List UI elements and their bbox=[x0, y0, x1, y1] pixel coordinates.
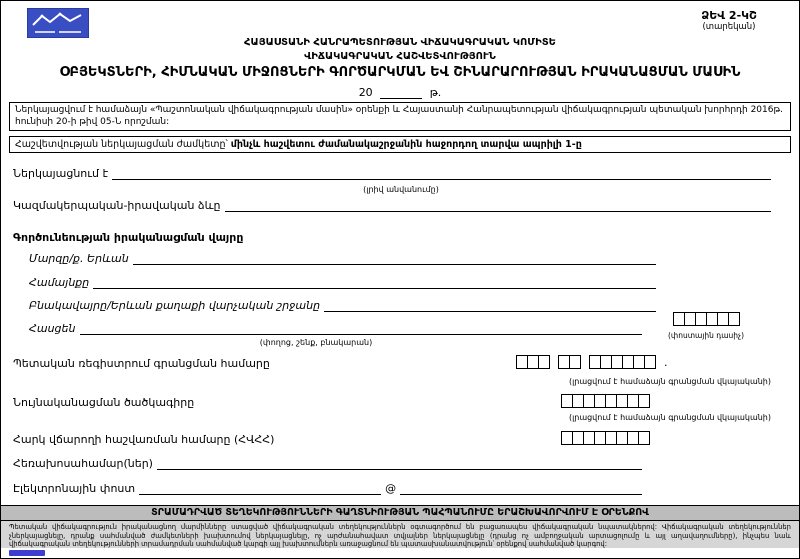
deadline-bold-text: մինչև հաշվետու ժամանակաշրջանին հաջորդող տարվա ապրիլի 1-ը bbox=[230, 139, 582, 150]
presented-by-row bbox=[13, 167, 771, 180]
state-register-label: Պետական ռեգիստրում գրանցման համարը bbox=[13, 357, 270, 370]
marz-label: Մարզը/ք. Երևան bbox=[29, 252, 129, 265]
form-code: ՁԵՎ 2-ԿՇ bbox=[701, 9, 757, 22]
postal-code-hint: (փոստային դասիչ) bbox=[667, 331, 744, 340]
phone-label: Հեռախոսահամար(ներ) bbox=[13, 457, 153, 470]
presented-by-blank[interactable] bbox=[112, 167, 771, 180]
digit-cell-group bbox=[558, 355, 581, 369]
digit-cell[interactable] bbox=[644, 355, 656, 369]
footer-note: Պետական վիճակագրություն իրականացնող մարմինները ստացված վիճակագրական տեղեկություններն օգտագործում են բացառապես վիճակագրական նպատակներով: Վիճակագրական տեղեկություններ չներկայացնելը, դրանք սահմանված ժամկետների խախտումով ներկայացնելը, ոչ արժանահավատ տվյալներ ներկայացնելը (դրանց ոչ ամբողջական արտացոլումը և այլ աղավաղումները), ինչպես նաև վիճակագրական տեղեկությունների տրամադրման սահմանված կարգի այլ խախտումներն առաջացնում են պատասխանատվություն՝ օրենքով սահմանված կարգով: bbox=[1, 521, 799, 548]
marz-blank[interactable] bbox=[133, 252, 656, 265]
phone-row bbox=[13, 457, 642, 470]
state-register-cells bbox=[516, 355, 668, 369]
deadline-prefix: Հաշվետվության ներկայացման ժամկետը՝ bbox=[15, 139, 228, 150]
idcode-hint: (լրացվում է համաձայն գրանցման վկայականի) bbox=[568, 413, 771, 422]
digit-cell[interactable] bbox=[569, 355, 581, 369]
marz-row bbox=[29, 252, 656, 265]
committee-name: ՀԱՅԱՍՏԱՆԻ ՀԱՆՐԱՊԵՏՈՒԹՅԱՆ ՎԻՃԱԿԱԳՐԱԿԱՆ ԿՈՄԻՏԵ bbox=[244, 37, 556, 48]
idcode-label: Նույնականացման ծածկագիրը bbox=[13, 396, 195, 409]
state-register-period: . bbox=[664, 356, 668, 369]
email-local-blank[interactable] bbox=[139, 482, 381, 495]
chart-logo-icon bbox=[27, 8, 89, 38]
digit-cell[interactable] bbox=[638, 394, 650, 408]
year-prefix: 20 bbox=[358, 86, 373, 99]
settlement-row bbox=[29, 299, 656, 312]
community-label: Համայնքը bbox=[29, 276, 90, 289]
email-label: Էլեկտրոնային փոստ bbox=[13, 482, 136, 495]
year-blank[interactable] bbox=[380, 87, 422, 99]
digit-cell[interactable] bbox=[538, 355, 550, 369]
community-row bbox=[29, 276, 656, 289]
confidentiality-band: ՏՐԱՄԱԴՐՎԱԾ ՏԵՂԵԿՈՒԹՅՈՒՆՆԵՐԻ ԳԱՂՏՆԻՈՒԹՅԱՆ ՊԱՀՊԱՆՈՒՄԸ ԵՐԱՇԽԱՎՈՐՎՈՒՄ Է ՕՐԵՆՔՈՎ bbox=[1, 505, 799, 521]
legal-form-blank[interactable] bbox=[225, 199, 772, 212]
report-type: ՎԻՃԱԿԱԳՐԱԿԱՆ ՀԱՇՎԵՏՎՈՒԹՅՈՒՆ bbox=[304, 51, 496, 62]
digit-cell[interactable] bbox=[728, 312, 740, 326]
phone-blank[interactable] bbox=[157, 457, 642, 470]
address-label: Հասցեն bbox=[29, 322, 76, 335]
presented-by-hint: (լրիվ անվանումը) bbox=[363, 185, 439, 194]
legal-form-row bbox=[13, 199, 771, 212]
armstat-logo bbox=[27, 8, 89, 38]
address-row bbox=[29, 322, 642, 335]
address-blank[interactable] bbox=[80, 322, 643, 335]
deadline-notice bbox=[9, 136, 791, 153]
legal-basis-notice bbox=[9, 102, 791, 131]
email-row bbox=[13, 482, 642, 495]
digit-cell-group bbox=[516, 355, 550, 369]
community-blank[interactable] bbox=[93, 276, 656, 289]
year-suffix: թ. bbox=[429, 86, 442, 99]
legal-basis-text: Ներկայացվում է համաձայն «Պաշտոնական վիճակագրության մասին» օրենքի և Հայաստանի Հանրապետության վիճակագրության պետական խորհրդի 2016թ. հունիսի 20-ի թիվ 05-Ն որոշման: bbox=[15, 105, 783, 127]
blue-mark bbox=[9, 550, 45, 556]
digit-cell-group bbox=[589, 355, 656, 369]
email-at-sign: @ bbox=[385, 482, 397, 495]
postal-code-cells bbox=[673, 312, 740, 326]
settlement-label: Բնակավայրը/Երևան քաղաքի վարչական շրջանը bbox=[29, 299, 321, 312]
year-line bbox=[1, 86, 799, 99]
state-register-hint: (լրացվում է համաձայն գրանցման վկայականի) bbox=[568, 377, 771, 386]
presented-by-label: Ներկայացնում է bbox=[13, 167, 109, 180]
email-domain-blank[interactable] bbox=[400, 482, 642, 495]
digit-cell[interactable] bbox=[638, 431, 650, 445]
address-hint: (փողոց, շենք, բնակարան) bbox=[259, 338, 373, 347]
activity-location-header: Գործունեության իրականացման վայրը bbox=[13, 231, 244, 244]
legal-form-label: Կազմակերպական-իրավական ձևը bbox=[13, 199, 221, 212]
tin-cells bbox=[561, 431, 650, 445]
tin-label: Հարկ վճարողի հաշվառման համարը (ՀՎՀՀ) bbox=[13, 433, 275, 446]
form-code-block bbox=[681, 9, 777, 32]
form-periodicity: (տարեկան) bbox=[702, 22, 756, 32]
idcode-cells bbox=[561, 394, 650, 408]
settlement-blank[interactable] bbox=[324, 299, 656, 312]
state-register-groups bbox=[516, 355, 656, 369]
page-title: ՕԲՅԵԿՏՆԵՐԻ, ՀԻՄՆԱԿԱՆ ՄԻՋՈՑՆԵՐԻ ԳՈՐԾԱՐԿՄԱՆ ԵՎ ՇԻՆԱՐԱՐՈՒԹՅԱՆ ԻՐԱԿԱՆԱՑՄԱՆ ՄԱՍԻՆ bbox=[59, 65, 741, 80]
